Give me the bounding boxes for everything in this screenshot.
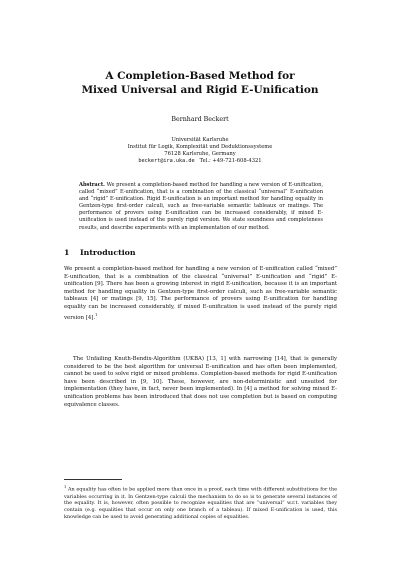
footnote-mark: 1 (64, 485, 67, 489)
paper-title-line-2: Mixed Universal and Rigid E-Unification (81, 84, 319, 96)
section-number: 1 (64, 248, 70, 257)
footnote-separator (64, 479, 122, 480)
abstract-block (79, 182, 323, 232)
footnote-reference-mark: 1 (95, 312, 98, 317)
intro-paragraph-1-text: We present a completion-based method for handling a new version of E-unification called “mixed” E-unification, that is a combination of the classical “universal” E-unification and “rigid” E-unification [9]. There has been a growing interest in rigid E-unification, because it is an important method for handling equality in Gentzen-type first-order calculi, such as free-variable semantic tableaux [4] or matings [9, 15]. The performance of provers using E-unification for handling equality can be increased considerably, if mixed E-unification is used instead of the purely rigid version [4]. (64, 266, 337, 321)
footnote (64, 484, 337, 521)
affiliation-university: Universität Karlsruhe (171, 137, 229, 143)
intro-paragraph-1 (64, 266, 337, 322)
section-heading (64, 248, 136, 257)
paper-title-line-1: A Completion-Based Method for (105, 70, 295, 82)
affiliation-contact (40, 158, 360, 165)
author-email: beckert@ira.uka.de (138, 158, 195, 164)
abstract-label: Abstract. (79, 182, 105, 188)
author-name: Bernhard Beckert (171, 116, 229, 123)
intro-paragraph-2: The Unfailing Knuth-Bendix-Algorithm (UKBA) [13, 1] with narrowing [14], that is generally considered to be the best algorithm for universal E-unification and has often been implemented, cannot be used to solve rigid or mixed problems. Completion-based methods for rigid E-unification have been described in [9, 10]. These, however, are non-deterministic and unsuited for implementation (they have, in fact, never been implemented). In [4] a method for solving mixed E-unification problems has been introduced that does not use completion but is based on computing equivalence classes. (64, 356, 337, 408)
affiliation-address: 76128 Karlsruhe, Germany (164, 151, 236, 157)
footnote-text: An equality has often to be applied more than once in a proof, each time with different substitutions for the variables occurring in it. In Gentzen-type calculi the mechanism to do so is to generate several instances of the equality. It is, however, often possible to recognize equalities that are “universal” w.r.t. variables they contain (e.g. equalities that occur on only one branch of a tableau). If mixed E-unification is used, this knowledge can be used to avoid generating additional copies of equalities. (64, 486, 337, 521)
author-telephone: Tel.: +49-721-608-4321 (199, 158, 262, 164)
affiliation-institute: Institut für Logik, Komplexität und Deduktionssysteme (127, 144, 273, 150)
section-title: Introduction (80, 248, 136, 257)
abstract-text: We present a completion-based method for handling a new version of E-unification, called “mixed” E-unification, that is a combination of the classical “universal” E-unification and “rigid” E-unification. Rigid E-unification is an important method for handling equality in Gentzen-type first-order calculi, such as free-variable semantic tableaux or matings. The performance of provers using E-unification can be increased considerably, if mixed E-unification is used instead of the purely rigid version. We state soundness and completeness results, and describe experiments with an implementation of our method. (79, 182, 323, 231)
